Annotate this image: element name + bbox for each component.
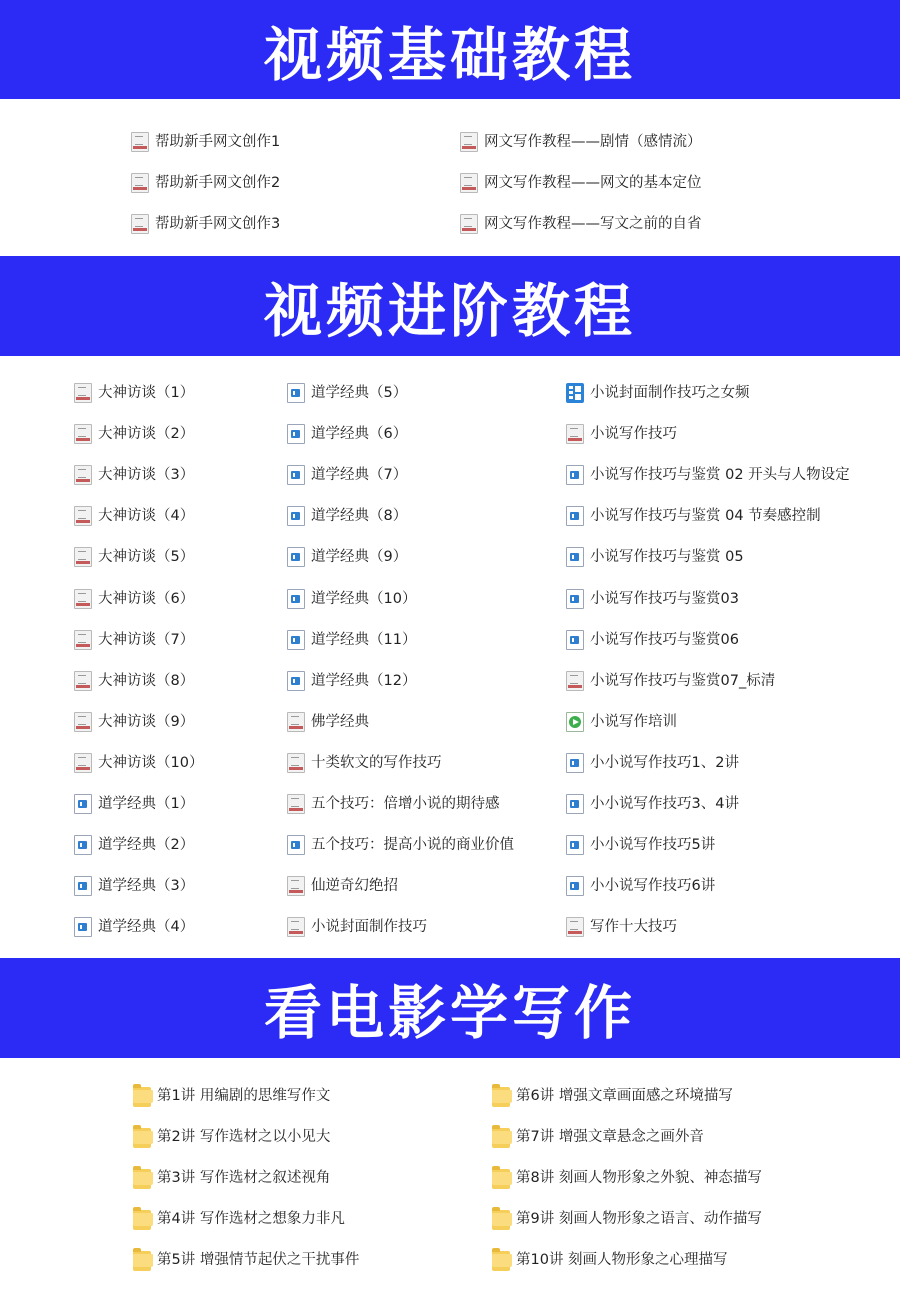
document-icon (566, 465, 584, 485)
file-item[interactable] (287, 422, 407, 446)
file-item[interactable] (74, 628, 194, 652)
item-label: 道学经典（1） (98, 796, 195, 812)
item-label: 仙逆奇幻绝招 (311, 878, 398, 895)
file-item[interactable] (74, 587, 194, 611)
file-item[interactable] (287, 669, 416, 693)
flash-file-icon (74, 424, 92, 444)
item-label: 道学经典（3） (98, 878, 195, 895)
item-label: 第6讲 增强文章画面感之环境描写 (516, 1088, 733, 1104)
item-label: 大神访谈（5） (98, 549, 195, 566)
item-label: 第5讲 增强情节起伏之干扰事件 (157, 1252, 360, 1268)
item-label: 小小说写作技巧6讲 (590, 878, 716, 895)
item-label: 网文写作教程——网文的基本定位 (484, 175, 702, 191)
flash-file-icon (74, 506, 92, 526)
item-label: 小小说写作技巧5讲 (590, 837, 716, 854)
file-item[interactable] (566, 381, 750, 405)
file-item[interactable] (566, 792, 739, 816)
item-label: 道学经典（4） (98, 919, 195, 936)
file-item[interactable] (74, 792, 194, 816)
item-label: 帮助新手网文创作2 (155, 175, 281, 191)
file-item[interactable] (566, 669, 775, 693)
item-label: 大神访谈（9） (98, 713, 195, 730)
folder-item[interactable] (133, 1248, 359, 1272)
item-label: 小说写作技巧与鉴赏 04 节奏感控制 (590, 508, 821, 525)
document-icon (287, 671, 305, 691)
file-item[interactable] (287, 751, 442, 775)
document-icon (566, 794, 584, 814)
item-label: 道学经典（5） (311, 385, 408, 401)
folder-item[interactable] (492, 1207, 762, 1231)
document-icon (287, 424, 305, 444)
folder-icon (492, 1251, 510, 1271)
item-label: 大神访谈（10） (98, 754, 204, 771)
item-label: 小小说写作技巧1、2讲 (590, 754, 739, 771)
item-label: 小说写作技巧与鉴赏03 (590, 590, 739, 607)
document-icon (287, 589, 305, 609)
file-item[interactable] (74, 381, 194, 405)
item-label: 小说写作技巧与鉴赏 02 开头与人物设定 (590, 467, 850, 484)
document-icon (287, 506, 305, 526)
item-label: 大神访谈（8） (98, 672, 195, 689)
document-icon (74, 917, 92, 937)
file-item[interactable] (460, 130, 702, 154)
item-label: 五个技巧：提高小说的商业价值 (311, 837, 514, 854)
file-item[interactable] (131, 171, 280, 195)
file-item[interactable] (74, 710, 194, 734)
item-label: 道学经典（9） (311, 549, 408, 566)
item-label: 大神访谈（1） (98, 385, 195, 401)
item-label: 大神访谈（2） (98, 426, 195, 443)
item-label: 道学经典（7） (311, 467, 408, 484)
file-item[interactable] (74, 422, 194, 446)
folder-icon (133, 1210, 151, 1230)
file-item[interactable] (74, 504, 194, 528)
item-label: 第3讲 写作选材之叙述视角 (157, 1170, 331, 1186)
file-item[interactable] (131, 212, 280, 236)
flash-file-icon (287, 794, 305, 814)
file-item[interactable] (287, 587, 416, 611)
video-icon (566, 712, 584, 732)
section-title-basic: 视频基础教程 (0, 0, 900, 99)
file-item[interactable] (566, 504, 821, 528)
flash-file-icon (460, 214, 478, 234)
flash-file-icon (74, 547, 92, 567)
item-label: 佛学经典 (311, 713, 369, 730)
folder-item[interactable] (492, 1248, 728, 1272)
file-item[interactable] (566, 915, 677, 939)
flash-file-icon (74, 589, 92, 609)
document-icon (287, 465, 305, 485)
file-item[interactable] (460, 171, 702, 195)
document-icon (566, 835, 584, 855)
item-label: 大神访谈（4） (98, 508, 195, 525)
section-title-advanced: 视频进阶教程 (0, 256, 900, 356)
document-icon (287, 630, 305, 650)
flash-file-icon (566, 424, 584, 444)
item-label: 第1讲 用编剧的思维写作文 (157, 1088, 331, 1104)
flash-file-icon (460, 173, 478, 193)
section-title-movie: 看电影学写作 (0, 958, 900, 1058)
folder-item[interactable] (492, 1084, 733, 1108)
folder-item[interactable] (492, 1125, 704, 1149)
flash-file-icon (566, 917, 584, 937)
file-item[interactable] (287, 874, 398, 898)
folder-icon (492, 1087, 510, 1107)
file-item[interactable] (566, 463, 850, 487)
folder-icon (133, 1128, 151, 1148)
flash-file-icon (131, 173, 149, 193)
flash-file-icon (131, 132, 149, 152)
flash-file-icon (566, 671, 584, 691)
item-label: 帮助新手网文创作3 (155, 216, 281, 232)
document-icon (74, 794, 92, 814)
item-label: 第10讲 刻画人物形象之心理描写 (516, 1252, 728, 1268)
file-item[interactable] (566, 751, 739, 775)
flash-file-icon (287, 876, 305, 896)
folder-icon (492, 1210, 510, 1230)
item-label: 大神访谈（7） (98, 631, 195, 648)
file-item[interactable] (566, 874, 715, 898)
document-icon (566, 753, 584, 773)
file-item[interactable] (566, 587, 739, 611)
file-item[interactable] (287, 628, 416, 652)
item-label: 网文写作教程——剧情（感情流） (484, 134, 702, 150)
file-item[interactable] (566, 545, 744, 569)
file-item[interactable] (460, 212, 702, 236)
flash-file-icon (74, 671, 92, 691)
file-item[interactable] (74, 915, 194, 939)
file-item[interactable] (287, 710, 369, 734)
file-item[interactable] (74, 751, 203, 775)
item-label: 第7讲 增强文章悬念之画外音 (516, 1129, 704, 1145)
item-label: 五个技巧：倍增小说的期待感 (311, 796, 500, 812)
file-item[interactable] (566, 710, 677, 734)
file-item[interactable] (287, 381, 407, 405)
folder-icon (133, 1251, 151, 1271)
item-label: 第2讲 写作选材之以小见大 (157, 1129, 331, 1145)
flash-file-icon (74, 383, 92, 403)
flash-file-icon (287, 753, 305, 773)
folder-icon (133, 1087, 151, 1107)
flash-file-icon (74, 465, 92, 485)
item-label: 道学经典（11） (311, 631, 417, 648)
flash-file-icon (460, 132, 478, 152)
document-icon (566, 506, 584, 526)
file-item[interactable] (287, 792, 500, 816)
item-label: 十类软文的写作技巧 (311, 754, 442, 771)
folder-icon (133, 1169, 151, 1189)
document-icon (287, 383, 305, 403)
document-icon (566, 630, 584, 650)
item-label: 道学经典（8） (311, 508, 408, 525)
document-icon (566, 547, 584, 567)
item-label: 第4讲 写作选材之想象力非凡 (157, 1211, 345, 1227)
file-item[interactable] (287, 504, 407, 528)
folder-item[interactable] (133, 1125, 330, 1149)
folder-item[interactable] (492, 1166, 762, 1190)
file-item[interactable] (74, 463, 194, 487)
file-item[interactable] (566, 833, 715, 857)
item-label: 小说写作技巧与鉴赏06 (590, 631, 739, 648)
item-label: 小说封面制作技巧之女频 (590, 385, 750, 401)
item-label: 大神访谈（3） (98, 467, 195, 484)
item-label: 帮助新手网文创作1 (155, 134, 281, 150)
flash-file-icon (287, 917, 305, 937)
flash-file-icon (74, 753, 92, 773)
file-item[interactable] (287, 463, 407, 487)
file-item[interactable] (287, 915, 427, 939)
flash-file-icon (287, 712, 305, 732)
file-item[interactable] (74, 669, 194, 693)
item-label: 道学经典（2） (98, 837, 195, 854)
file-item[interactable] (566, 422, 677, 446)
document-icon (287, 547, 305, 567)
file-item[interactable] (74, 833, 194, 857)
file-item[interactable] (566, 628, 739, 652)
item-label: 小小说写作技巧3、4讲 (590, 796, 739, 812)
file-item[interactable] (287, 833, 514, 857)
folder-item[interactable] (133, 1207, 345, 1231)
item-label: 道学经典（10） (311, 590, 417, 607)
folder-icon (492, 1128, 510, 1148)
item-label: 大神访谈（6） (98, 590, 195, 607)
document-icon (74, 835, 92, 855)
file-item[interactable] (131, 130, 280, 154)
document-icon (287, 835, 305, 855)
item-label: 小说封面制作技巧 (311, 919, 427, 936)
document-icon (74, 876, 92, 896)
item-label: 道学经典（12） (311, 672, 417, 689)
item-label: 写作十大技巧 (590, 919, 677, 936)
document-icon (566, 589, 584, 609)
file-item[interactable] (287, 545, 407, 569)
item-label: 小说写作培训 (590, 713, 677, 730)
item-label: 道学经典（6） (311, 426, 408, 443)
item-label: 第8讲 刻画人物形象之外貌、神态描写 (516, 1170, 762, 1186)
flash-file-icon (131, 214, 149, 234)
file-item[interactable] (74, 545, 194, 569)
folder-icon (492, 1169, 510, 1189)
folder-item[interactable] (133, 1166, 330, 1190)
document-icon (566, 876, 584, 896)
folder-item[interactable] (133, 1084, 330, 1108)
item-label: 第9讲 刻画人物形象之语言、动作描写 (516, 1211, 762, 1227)
flash-file-icon (74, 712, 92, 732)
item-label: 小说写作技巧与鉴赏07_标清 (590, 672, 776, 689)
item-label: 小说写作技巧 (590, 426, 677, 443)
flash-file-icon (74, 630, 92, 650)
item-label: 网文写作教程——写文之前的自省 (484, 216, 702, 232)
film-icon (566, 383, 584, 403)
file-item[interactable] (74, 874, 194, 898)
item-label: 小说写作技巧与鉴赏 05 (590, 549, 744, 566)
